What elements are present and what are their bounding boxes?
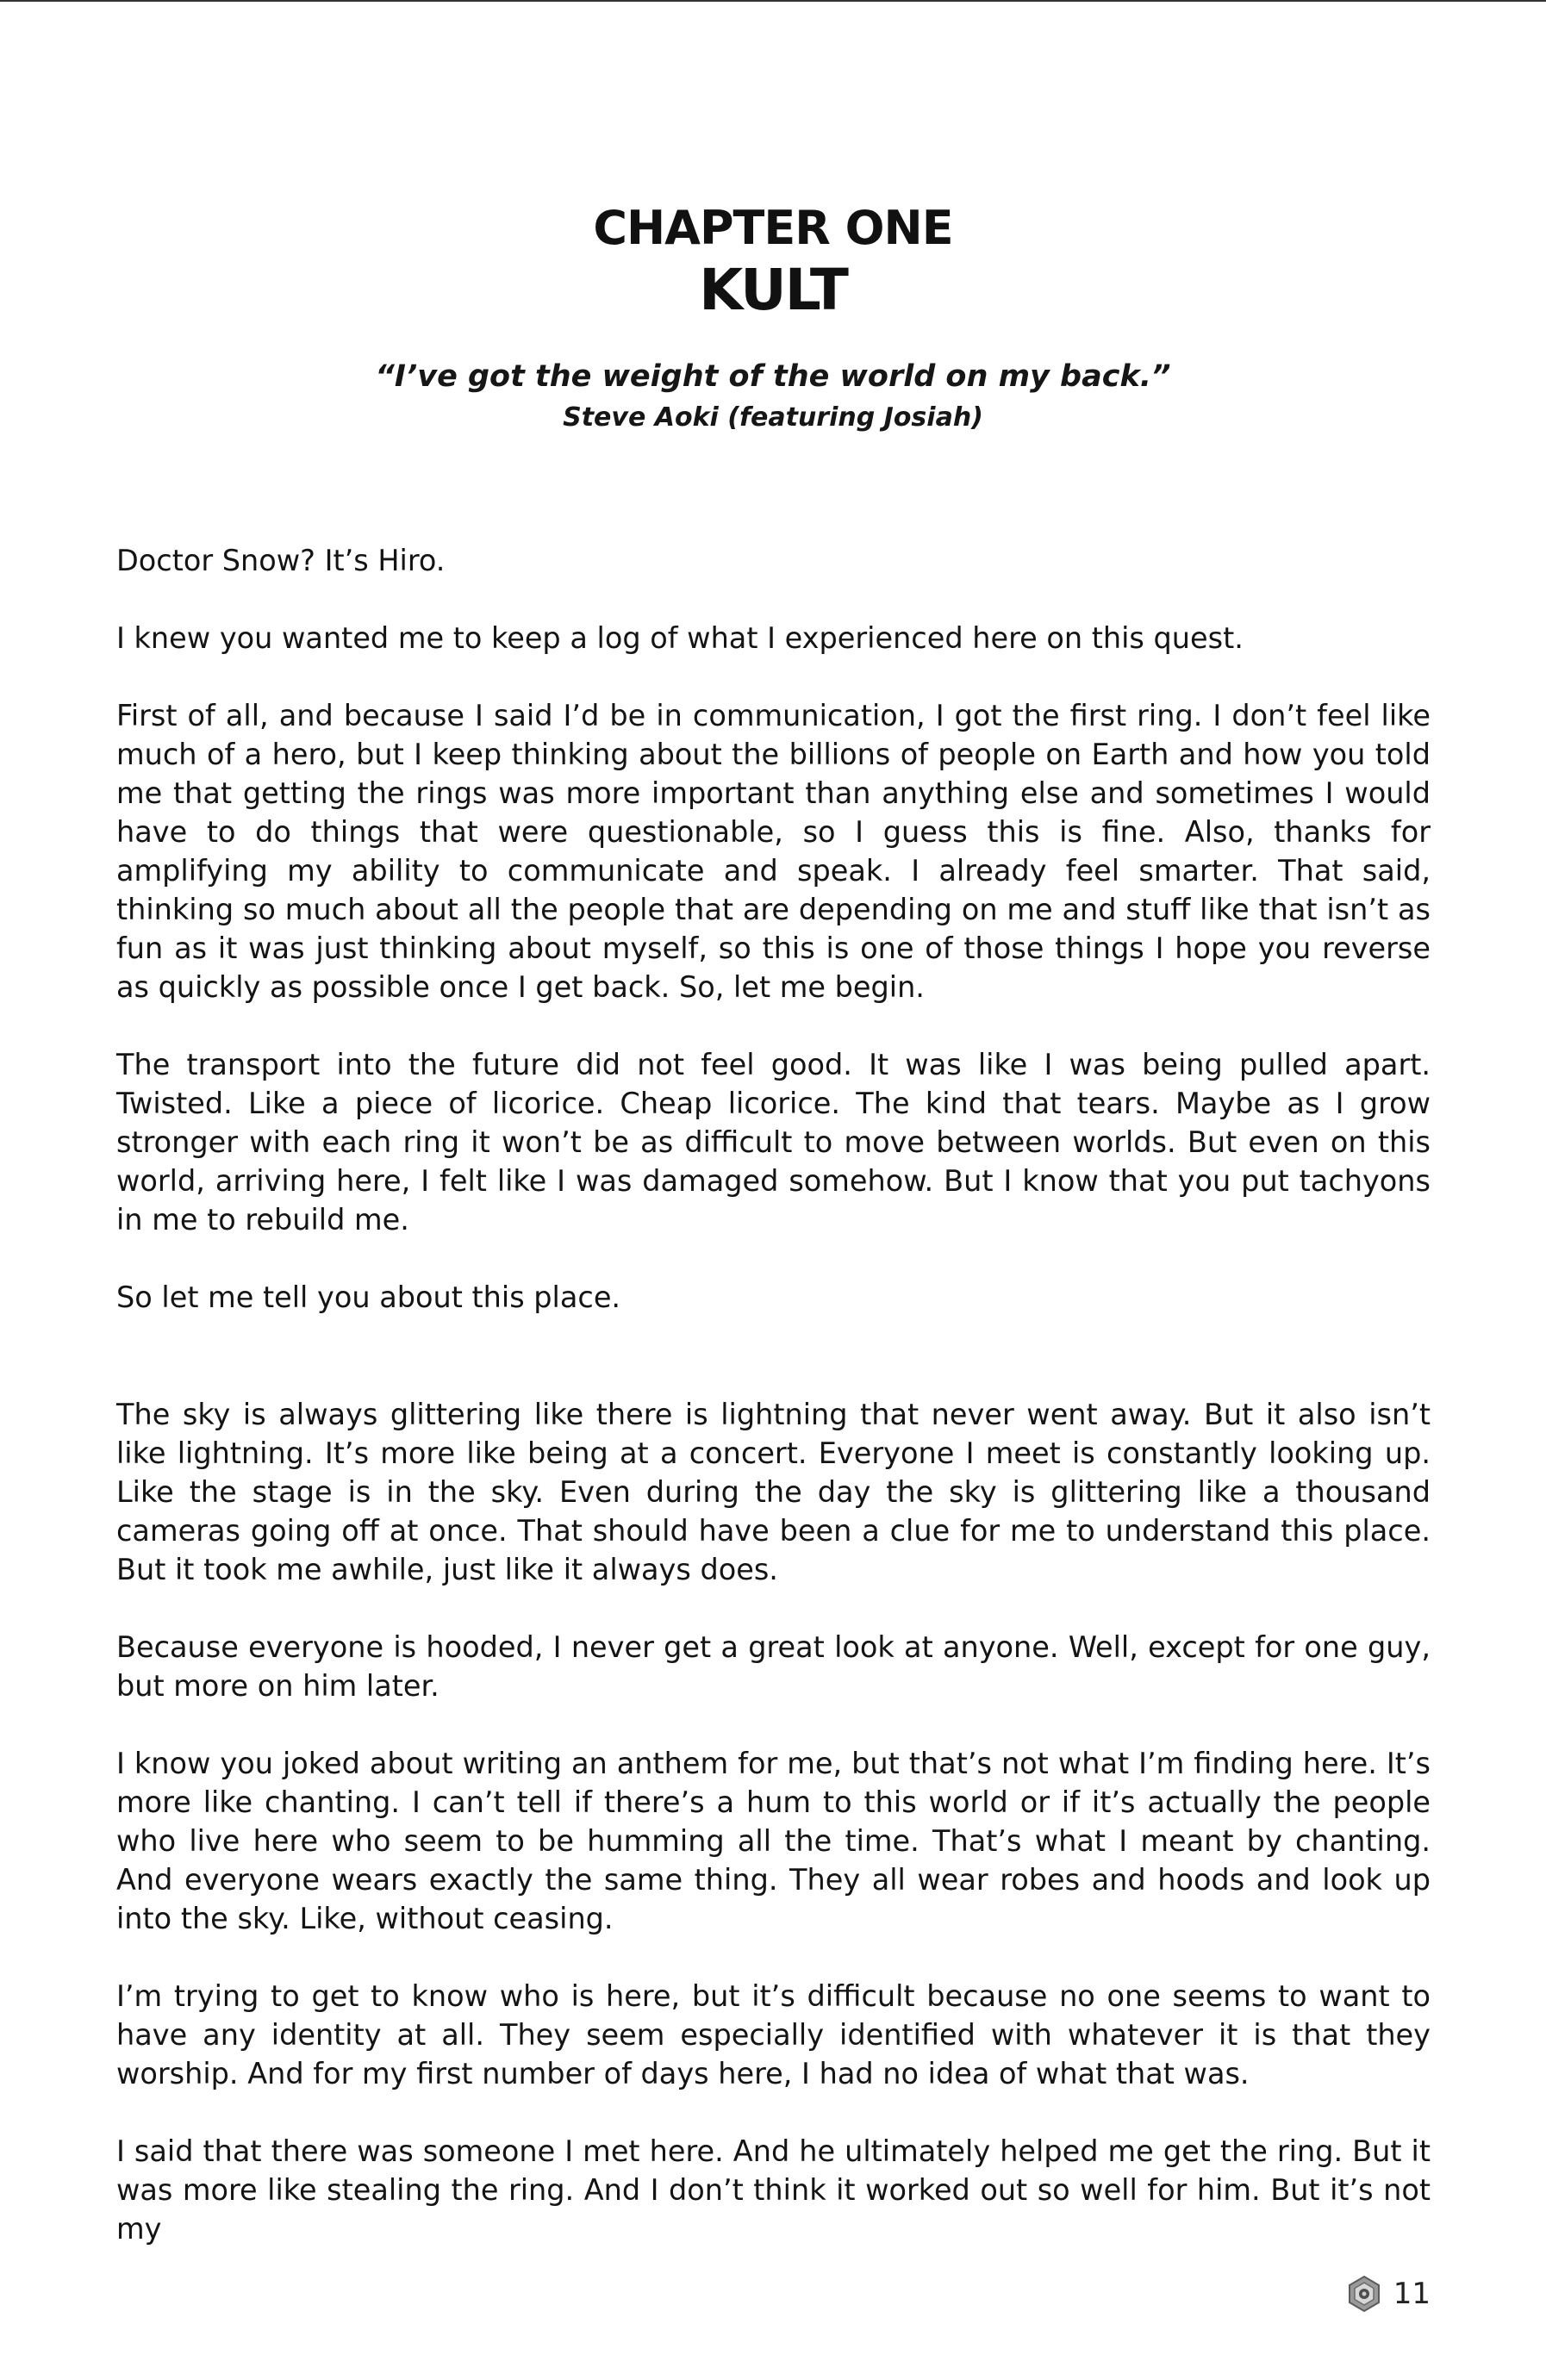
ring-logo-icon xyxy=(1345,2275,1383,2313)
paragraph: The sky is always glittering like there is lightning that never went away. But it also isn’t like lightning. It’s more like being at a concert. Everyone I meet is constantly looking up. Like the stage is in the sky. Even during the day the sky is glittering like a thousand cameras going off at once. That should have been a clue for me to understand this place. But it took me awhile, just like it always does. xyxy=(116,1398,1431,1586)
paragraph: First of all, and because I said I’d be in communication, I got the first ring. I don’t feel like much of a hero, but I keep thinking about the billions of people on Earth and how you told me that getting the rings was more important than anything else and sometimes I would have to do things that were questionable, so I guess this is fine. Also, thanks for amplifying my ability to communicate and speak. I already feel smarter. That said, thinking so much about all the people that are depending on me and stuff like that isn’t as fun as it was just thinking about myself, so this is one of those things I hope you reverse as quickly as possible once I get back. So, let me begin. xyxy=(116,699,1431,1004)
paragraph: Doctor Snow? It’s Hiro. xyxy=(116,544,446,577)
paragraph: The transport into the future did not feel good. It was like I was being pulled apart. Twisted. Like a piece of licorice. Cheap licorice. The kind that tears. Maybe as I grow stronger with each ring it won’t be as difficult to move between worlds. But even on this world, arriving here, I felt like I was damaged somehow. But I know that you put tachyons in me to rebuild me. xyxy=(116,1048,1431,1237)
page-number: 11 xyxy=(1393,2277,1431,2311)
body-text xyxy=(116,541,1431,2287)
paragraph: I’m trying to get to know who is here, but it’s difficult because no one seems to want to have any identity at all. They seem especially identified with whatever it is that they worship. And for my first number of days here, I had no idea of what that was. xyxy=(116,1979,1431,2090)
top-rule xyxy=(0,0,1546,2)
epigraph-attribution: Steve Aoki (featuring Josiah) xyxy=(563,402,983,433)
paragraph: Because everyone is hooded, I never get a great look at anyone. Well, except for one guy, but more on him later. xyxy=(116,1630,1431,1703)
paragraph: I said that there was someone I met here. And he ultimately helped me get the ring. But it was more like stealing the ring. And I don’t think it worked out so well for him. But it’s not my xyxy=(116,2134,1431,2246)
paragraph: So let me tell you about this place. xyxy=(116,1280,621,1314)
chapter-label: CHAPTER ONE xyxy=(593,201,953,255)
chapter-title: KULT xyxy=(699,257,847,323)
paragraph: I knew you wanted me to keep a log of what I experienced here on this quest. xyxy=(116,621,1244,655)
paragraph: I know you joked about writing an anthem for me, but that’s not what I’m finding here. It’s more like chanting. I can’t tell if there’s a hum to this world or if it’s actually the people who live here who seem to be humming all the time. That’s what I meant by chanting. And everyone wears exactly the same thing. They all wear robes and hoods and look up into the sky. Like, without ceasing. xyxy=(116,1747,1431,1935)
chapter-header xyxy=(0,200,1546,438)
page-footer xyxy=(1345,2275,1431,2313)
epigraph-quote: “I’ve got the weight of the world on my back.” xyxy=(375,359,1171,394)
